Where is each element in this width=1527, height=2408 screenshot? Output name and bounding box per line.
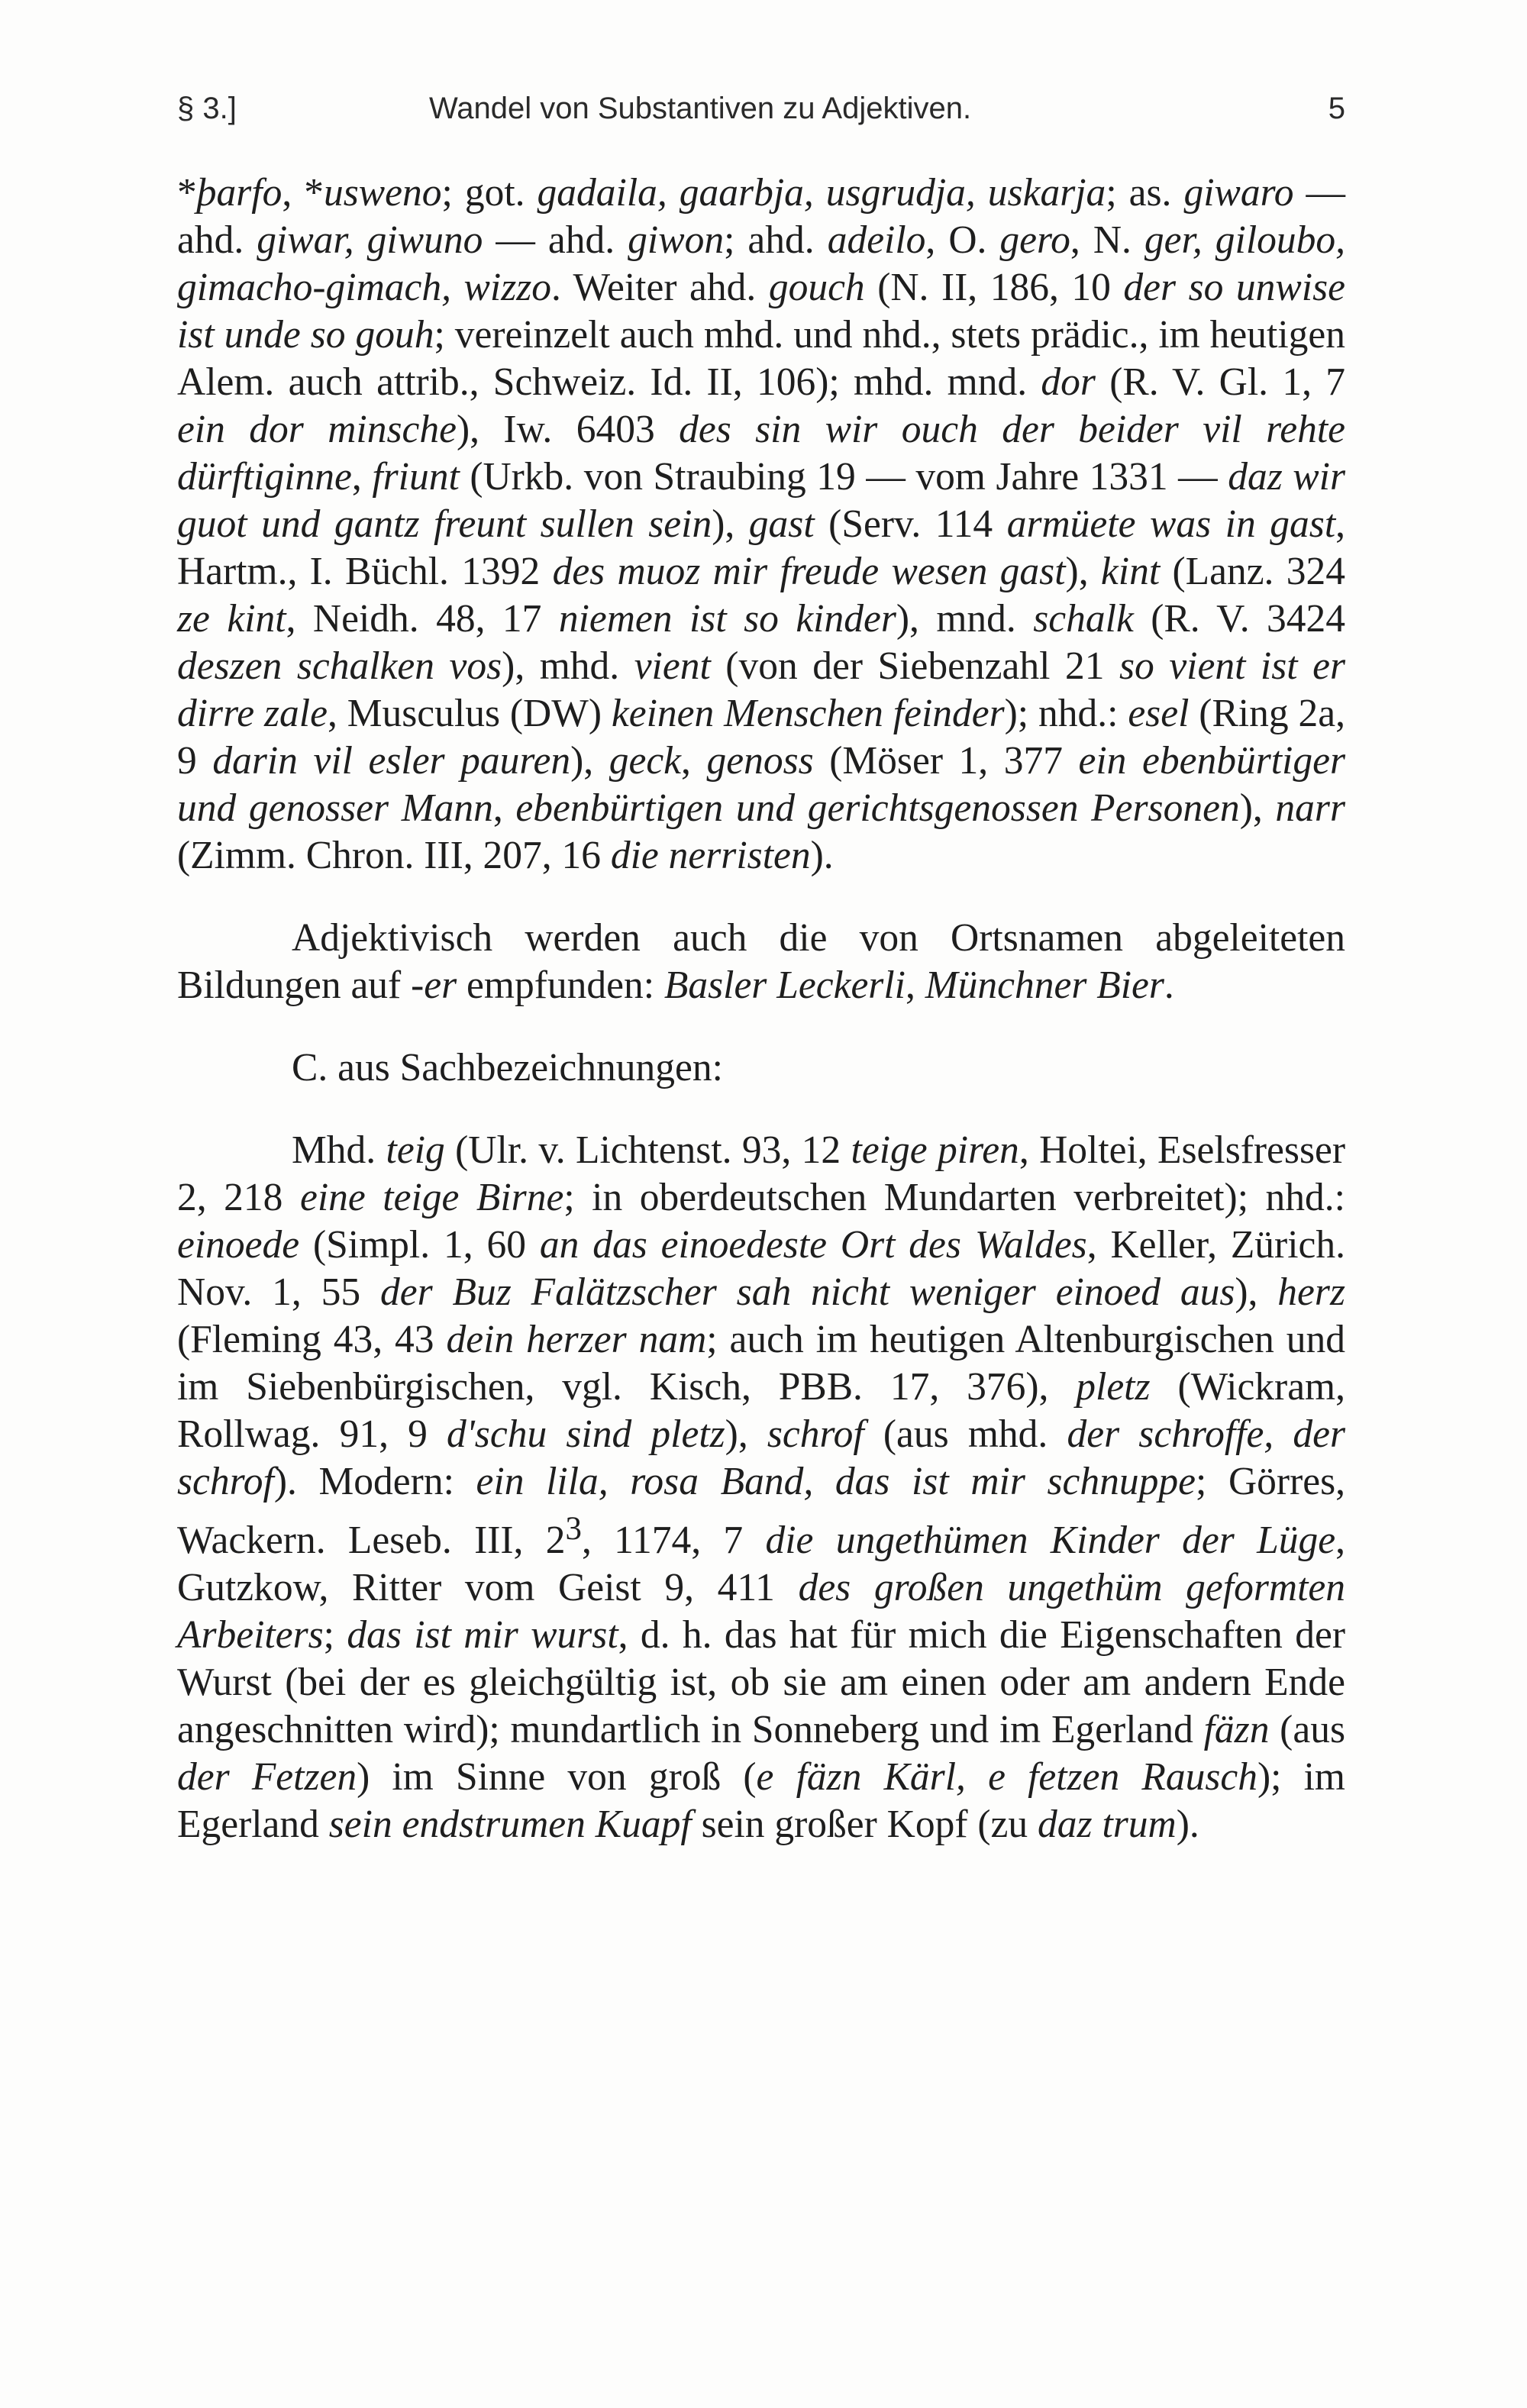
running-title: Wandel von Substantiven zu Adjektiven. bbox=[429, 92, 972, 125]
body-text bbox=[177, 169, 1345, 1848]
paragraph-place-names: Adjektivisch werden auch die von Ortsnamen abgeleiteten Bildungen auf -er empfunden: Basler Leckerli, Münchner Bier. bbox=[177, 916, 1345, 1007]
section-number: § 3.] bbox=[177, 92, 237, 125]
paragraph-examples-things: Mhd. teig (Ulr. v. Lichtenst. 93, 12 teige piren, Holtei, Eselsfresser 2, 218 eine teige Birne; in oberdeutschen Mundarten verbreitet); nhd.: einoede (Simpl. 1, 60 an das einoedeste Ort des Waldes, Keller, Zürich. Nov. 1, 55 der Buz Falätzscher sah nicht weniger einoed aus), herz (Fleming 43, 43 dein herzer nam; auch im heutigen Altenburgischen und im Siebenbürgischen, vgl. Kisch, PBB. 17, 376), pletz (Wickram, Rollwag. 91, 9 d'schu sind pletz), schrof (aus mhd. der schroffe, der schrof). Modern: ein lila, rosa Band, das ist mir schnuppe; Görres, Wackern. Leseb. III, $2^3$, 1174, 7 die ungethümen Kinder der Lüge, Gutzkow, Ritter vom Geist 9, 411 des großen ungethüm geformten Arbeiters; das ist mir wurst, d. h. das hat für mich die Eigenschaften der Wurst (bei der es gleichgültig ist, ob sie am einen oder am andern Ende angeschnitten wird); mundartlich in Sonneberg und im Egerland fäzn (aus der Fetzen) im Sinne von groß (e fäzn Kärl, e fetzen Rausch); im Egerland sein endstrumen Kuapf sein großer Kopf (zu daz trum). bbox=[177, 1128, 1346, 1847]
page-number: 5 bbox=[1328, 92, 1345, 125]
running-head bbox=[177, 92, 1345, 145]
subheading-sachbezeichnungen: C. aus Sachbezeichnungen: bbox=[292, 1046, 723, 1089]
paragraph-examples-persons: *þarfo, *usweno; got. gadaila, gaarbja, usgrudja, uskarja; as. giwaro — ahd. giwar, giwuno — ahd. giwon; ahd. adeilo, O. gero, N. ger, giloubo, gimacho-gimach, wizzo. Weiter ahd. gouch (N. II, 186, 10 der so unwise ist unde so gouh; vereinzelt auch mhd. und nhd., stets prädic., im heutigen Alem. auch attrib., Schweiz. Id. II, 106); mhd. mnd. dor (R. V. Gl. 1, 7 ein dor minsche), Iw. 6403 des sin wir ouch der beider vil rehte dürftiginne, friunt (Urkb. von Straubing 19 — vom Jahre 1331 — daz wir guot und gantz freunt sullen sein), gast (Serv. 114 armüete was in gast, Hartm., I. Büchl. 1392 des muoz mir freude wesen gast), kint (Lanz. 324 ze kint, Neidh. 48, 17 niemen ist so kinder), mnd. schalk (R. V. 3424 deszen schalken vos), mhd. vient (von der Siebenzahl 21 so vient ist er dirre zale, Musculus (DW) keinen Menschen feinder); nhd.: esel (Ring 2a, 9 darin vil esler pauren), geck, genoss (Möser 1, 377 ein ebenbürtiger und genosser Mann, ebenbürtigen und gerichtsgenossen Personen), narr (Zimm. Chron. III, 207, 16 die nerristen). bbox=[177, 171, 1346, 877]
